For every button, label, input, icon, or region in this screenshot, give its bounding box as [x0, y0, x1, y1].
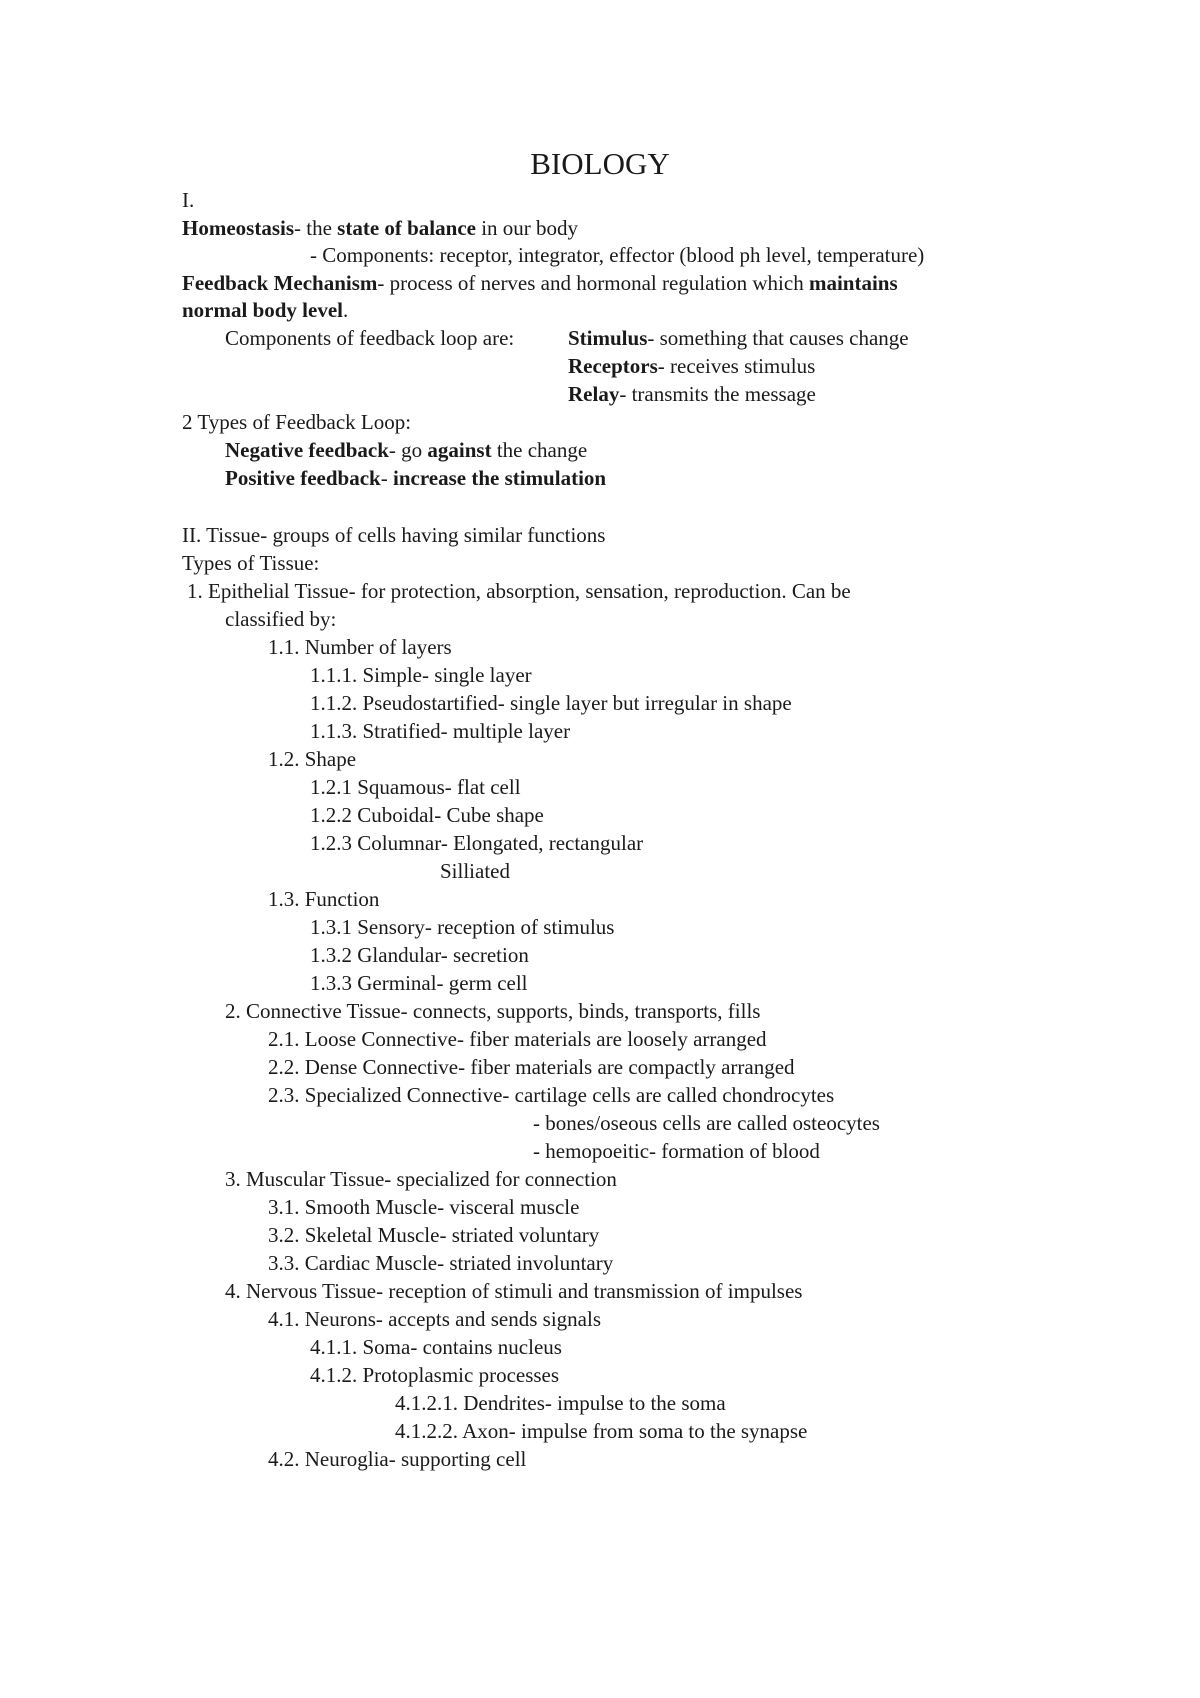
- term: Stimulus: [568, 326, 648, 350]
- outline-line: 3.3. Cardiac Muscle- striated involuntary: [268, 1251, 614, 1275]
- outline-line: 4.1.2.2. Axon- impulse from soma to the synapse: [395, 1419, 808, 1443]
- term: Negative feedback: [225, 438, 389, 462]
- term: Receptors: [568, 354, 658, 378]
- text: - transmits the message: [619, 382, 816, 406]
- page-title: BIOLOGY: [530, 146, 670, 181]
- outline-line: 1.2.1 Squamous- flat cell: [310, 775, 521, 799]
- outline-line: 4.2. Neuroglia- supporting cell: [268, 1447, 527, 1471]
- tissue-types-heading: Types of Tissue:: [182, 551, 320, 575]
- outline-line: 3.2. Skeletal Muscle- striated voluntary: [268, 1223, 600, 1247]
- text: - go: [388, 438, 428, 462]
- section2-heading: II. Tissue- groups of cells having similar functions: [182, 523, 606, 547]
- outline-line: 1.1.2. Pseudostartified- single layer but irregular in shape: [310, 691, 792, 715]
- outline-line: 1.1.3. Stratified- multiple layer: [310, 719, 571, 743]
- outline-line: 2.2. Dense Connective- fiber materials are compactly arranged: [268, 1055, 795, 1079]
- outline-line: 1.2.3 Columnar- Elongated, rectangular: [310, 831, 644, 855]
- term: maintains: [808, 271, 898, 295]
- term: Relay: [568, 382, 620, 406]
- outline-line: 1.3.1 Sensory- reception of stimulus: [310, 915, 615, 939]
- outline-line: 1.3.3 Germinal- germ cell: [310, 971, 528, 995]
- outline-line: - bones/oseous cells are called osteocytes: [533, 1111, 880, 1135]
- components-line: - Components: receptor, integrator, effector (blood ph level, temperature): [310, 243, 925, 267]
- positive-feedback-line: [225, 468, 606, 489]
- loop-item: [568, 328, 909, 349]
- text: - process of nerves and hormonal regulation which: [377, 271, 809, 295]
- term: normal body level: [182, 298, 343, 322]
- outline-line: 4.1.2.1. Dendrites- impulse to the soma: [395, 1391, 726, 1415]
- loop-item: [568, 356, 815, 377]
- text: -: [380, 466, 393, 490]
- outline-line: 4.1.1. Soma- contains nucleus: [310, 1335, 562, 1359]
- outline-line: 1.3.2 Glandular- secretion: [310, 943, 529, 967]
- outline-line: 1.3. Function: [268, 887, 380, 911]
- feedback-mechanism-continuation: [182, 300, 348, 321]
- term: Positive feedback: [225, 466, 381, 490]
- outline-line: 2. Connective Tissue- connects, supports, binds, transports, fills: [225, 999, 761, 1023]
- outline-line: - hemopoeitic- formation of blood: [533, 1139, 820, 1163]
- text: in our body: [475, 216, 579, 240]
- loop-intro: Components of feedback loop are:: [225, 326, 520, 350]
- outline-line: 2.3. Specialized Connective- cartilage cells are called chondrocytes: [268, 1083, 835, 1107]
- term: increase the stimulation: [392, 466, 607, 490]
- term: Homeostasis: [182, 216, 294, 240]
- homeostasis-line: [182, 218, 578, 239]
- term: against: [427, 438, 492, 462]
- outline-line: 4. Nervous Tissue- reception of stimuli and transmission of impulses: [225, 1279, 803, 1303]
- loop-item: [568, 384, 816, 405]
- term: Feedback Mechanism: [182, 271, 378, 295]
- negative-feedback-line: [225, 440, 587, 461]
- outline-line: 3.1. Smooth Muscle- visceral muscle: [268, 1195, 580, 1219]
- outline-line: 3. Muscular Tissue- specialized for connection: [225, 1167, 617, 1191]
- outline-line: 1.1. Number of layers: [268, 635, 452, 659]
- text: - receives stimulus: [657, 354, 816, 378]
- outline-line: 4.1.2. Protoplasmic processes: [310, 1363, 560, 1387]
- outline-line: 2.1. Loose Connective- fiber materials are loosely arranged: [268, 1027, 767, 1051]
- outline-line: classified by:: [225, 607, 337, 631]
- text: - the: [294, 216, 338, 240]
- text: - something that causes change: [647, 326, 909, 350]
- outline-line: 1. Epithelial Tissue- for protection, absorption, sensation, reproduction. Can be: [187, 579, 851, 603]
- outline-line: 1.1.1. Simple- single layer: [310, 663, 532, 687]
- types-heading: 2 Types of Feedback Loop:: [182, 410, 412, 434]
- section-numeral: I.: [182, 188, 195, 212]
- outline-line: Silliated: [440, 859, 510, 883]
- outline-line: 1.2. Shape: [268, 747, 357, 771]
- text: .: [343, 298, 349, 322]
- term: state of balance: [337, 216, 476, 240]
- outline-line: 4.1. Neurons- accepts and sends signals: [268, 1307, 602, 1331]
- outline-line: 1.2.2 Cuboidal- Cube shape: [310, 803, 544, 827]
- text: the change: [491, 438, 588, 462]
- feedback-mechanism-line: [182, 273, 898, 294]
